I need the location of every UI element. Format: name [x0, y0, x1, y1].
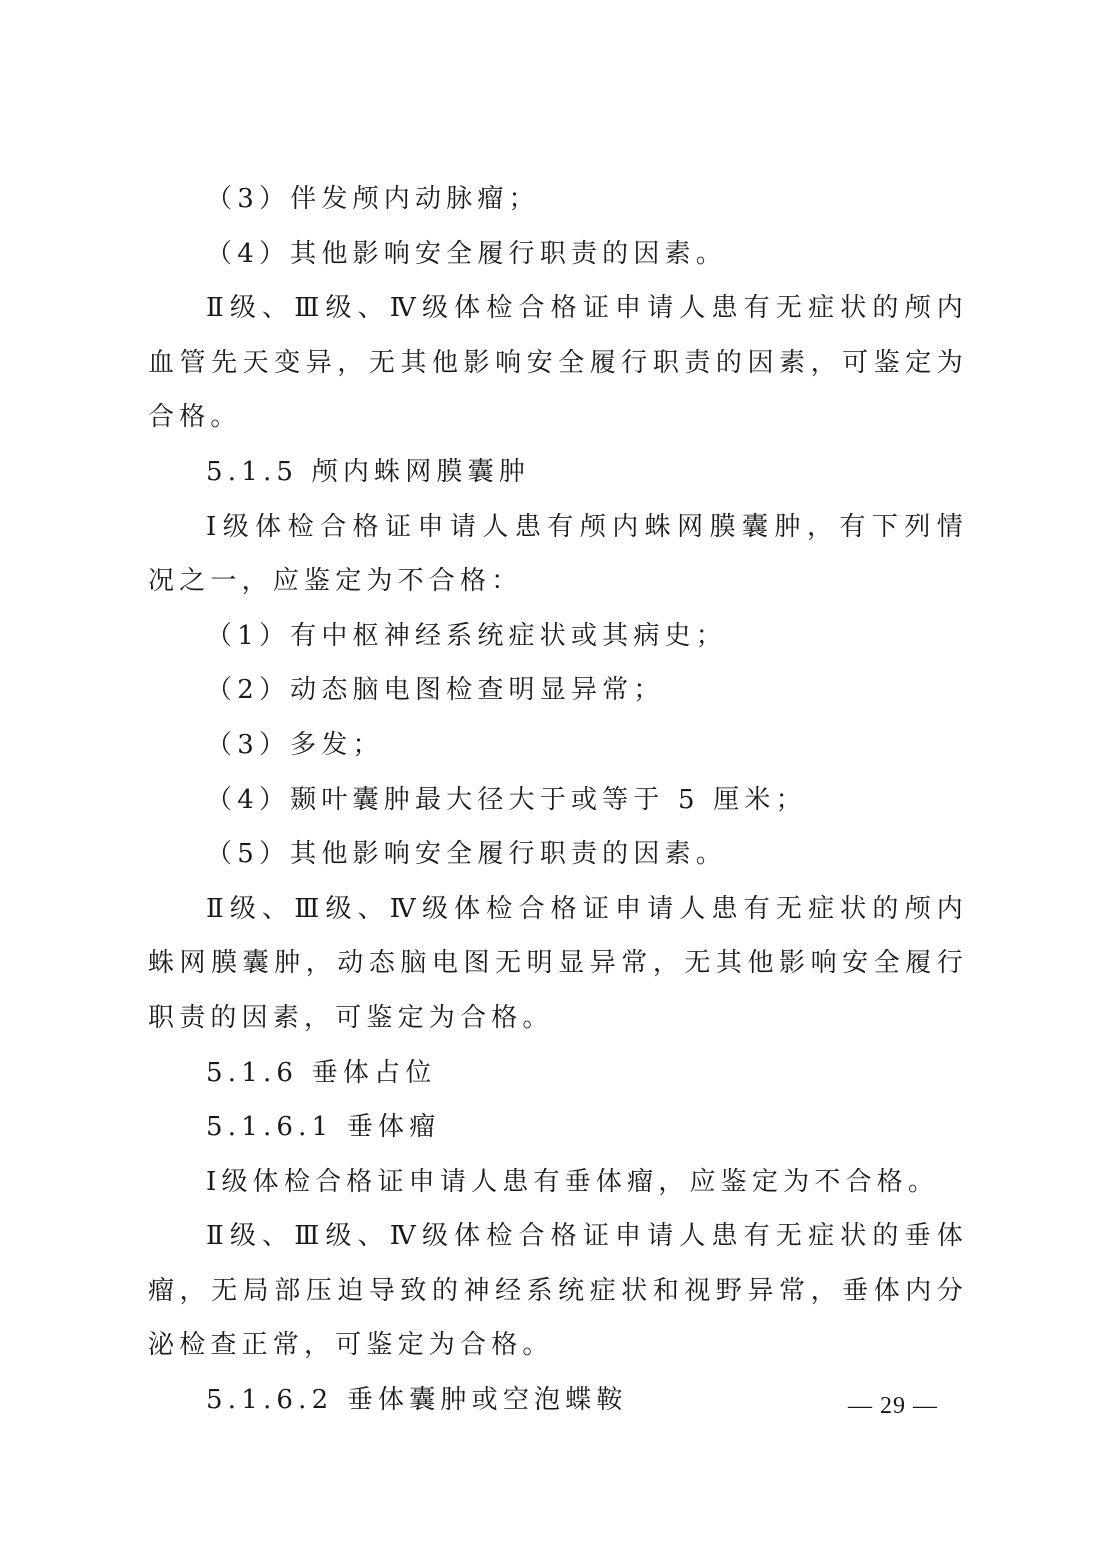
paragraph: （4）其他影响安全履行职责的因素。 — [206, 238, 727, 269]
paragraph: （5）其他影响安全履行职责的因素。 — [206, 839, 727, 870]
paragraph: （3）伴发颅内动脉瘤； — [206, 184, 540, 214]
paragraph: Ⅰ级体检合格证申请人患有颅内蛛网膜囊肿，有下列情况之一，应鉴定为不合格： — [148, 511, 968, 597]
paragraph: （1）有中枢神经系统症状或其病史； — [206, 620, 727, 651]
section-heading: 5.1.5 颅内蛛网膜囊肿 — [206, 456, 531, 487]
paragraph: （2）动态脑电图检查明显异常； — [206, 675, 665, 706]
paragraph: （4）颞叶囊肿最大径大于或等于 5 厘米； — [206, 784, 807, 815]
paragraph: （3）多发； — [206, 729, 384, 760]
paragraph: Ⅰ级体检合格证申请人患有垂体瘤，应鉴定为不合格。 — [206, 1166, 940, 1197]
subsection-heading: 5.1.6.1 垂体瘤 — [206, 1112, 441, 1143]
paragraph: Ⅱ级、Ⅲ级、Ⅳ级体检合格证申请人患有无症状的颅内蛛网膜囊肿，动态脑电图无明显异常，无其他影响安全履行职责的因素，可鉴定为合格。 — [148, 893, 968, 1033]
paragraph: Ⅱ级、Ⅲ级、Ⅳ级体检合格证申请人患有无症状的颅内血管先天变异，无其他影响安全履行职责的因素，可鉴定为合格。 — [148, 293, 968, 433]
page-number: — 29 — — [848, 1393, 938, 1419]
paragraph: Ⅱ级、Ⅲ级、Ⅳ级体检合格证申请人患有无症状的垂体瘤，无局部压迫导致的神经系统症状和视野异常，垂体内分泌检查正常，可鉴定为合格。 — [148, 1221, 968, 1361]
subsection-heading: 5.1.6.2 垂体囊肿或空泡蝶鞍 — [206, 1385, 628, 1416]
body-text — [148, 172, 968, 1428]
section-heading: 5.1.6 垂体占位 — [206, 1057, 437, 1088]
